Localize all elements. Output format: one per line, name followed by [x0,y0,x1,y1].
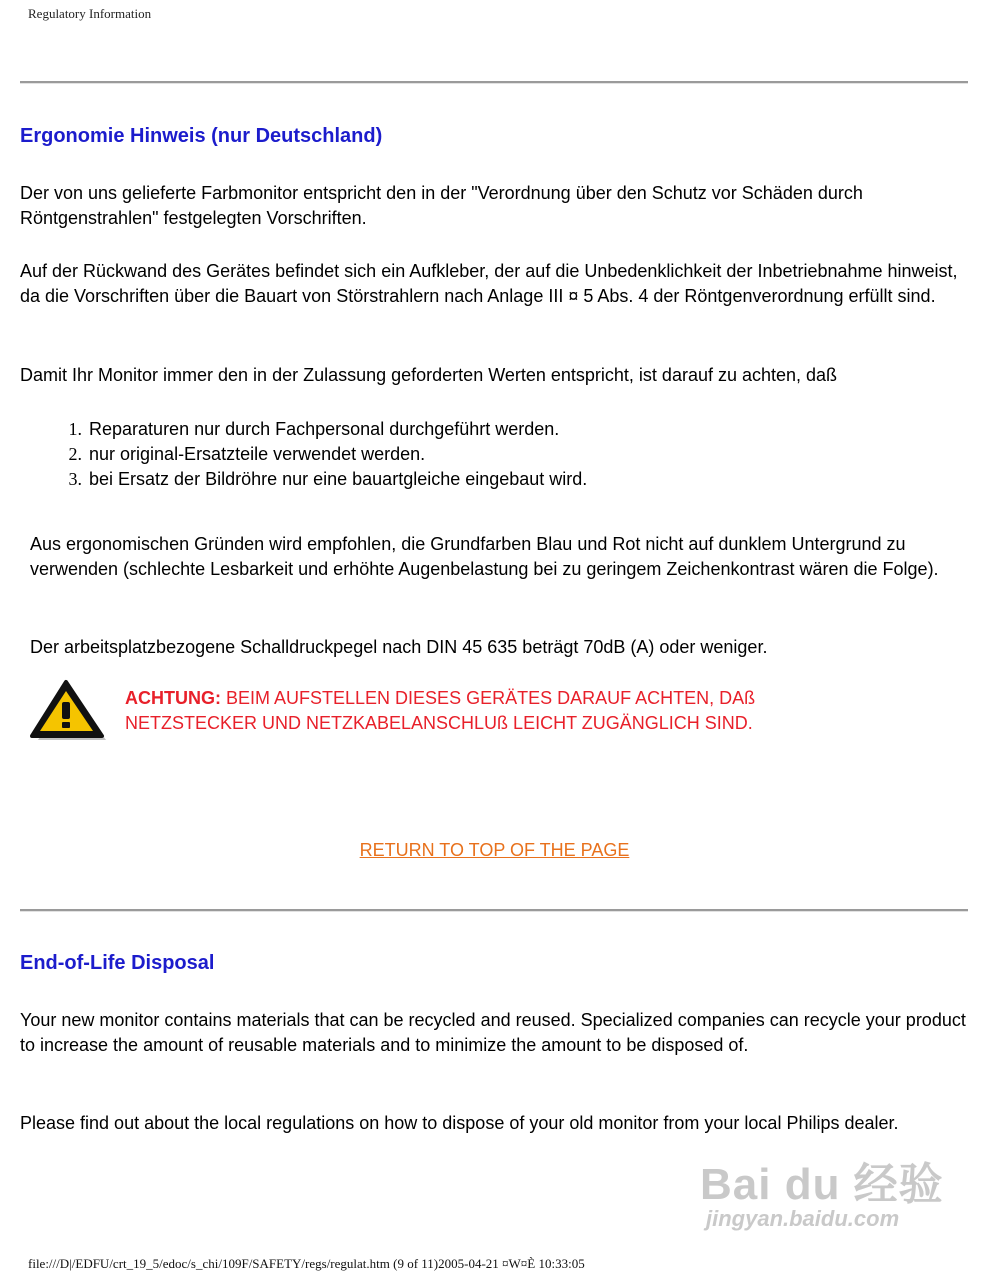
watermark-logo: Bai du 经验 [700,1160,944,1209]
list-item-text: bei Ersatz der Bildröhre nur eine bauartgleiche eingebaut wird. [89,469,588,489]
list-item-text: nur original-Ersatzteile verwendet werden. [89,444,426,464]
list-number: 3. [68,469,82,489]
paragraph: Damit Ihr Monitor immer den in der Zulassung geforderten Werten entspricht, ist darauf zu achten, daß [20,365,838,385]
paragraph: Aus ergonomischen Gründen wird empfohlen, die Grundfarben Blau und Rot nicht auf dunklem Untergrund zu verwenden (schlechte Lesbarkeit und erhöhte Augenbelastung bei zu geringem Zeichenkontrast wären die Folge). [30,534,939,579]
warning-icon [26,678,108,744]
list-number: 1. [68,419,82,439]
paragraph: Your new monitor contains materials that can be recycled and reused. Specialized companies can recycle your product to increase the amount of reusable materials and to minimize the amount to be disposed of. [20,1010,966,1055]
paragraph: Der von uns gelieferte Farbmonitor entspricht den in der "Verordnung über den Schutz vor Schäden durch Röntgenstrahlen" festgelegten Vorschriften. [20,183,863,228]
page-header: Regulatory Information [28,6,152,21]
numbered-list [20,417,587,492]
divider [20,909,968,912]
paragraph: Auf der Rückwand des Gerätes befindet sich ein Aufkleber, der auf die Unbedenklichkeit der Inbetriebnahme hinweist, da die Vorschriften über die Bauart von Störstrahlern nach Anlage III ¤ 5 Abs. 4 der Röntgenverordnung erfüllt sind. [20,261,958,306]
watermark-url: jingyan.baidu.com [706,1206,900,1231]
watermark [700,1148,970,1244]
warning-text: BEIM AUFSTELLEN DIESES GERÄTES DARAUF ACHTEN, DAß NETZSTECKER UND NETZKABELANSCHLUß LEICHT ZUGÄNGLICH SIND. [125,688,756,733]
section-heading-disposal: End-of-Life Disposal [20,952,215,974]
return-to-top-link[interactable]: RETURN TO TOP OF THE PAGE [359,840,630,860]
list-item [20,467,587,492]
paragraph: Please find out about the local regulations on how to dispose of your old monitor from your local Philips dealer. [20,1113,899,1133]
paragraph: Der arbeitsplatzbezogene Schalldruckpegel nach DIN 45 635 beträgt 70dB (A) oder weniger. [30,637,768,657]
warning-notice [125,686,885,735]
page-footer: file:///D|/EDFU/crt_19_5/edoc/s_chi/109F/SAFETY/regs/regulat.htm (9 of 11)2005-04-21 ¤W¤È 10:33:05 [28,1256,585,1271]
return-to-top-container [0,840,989,861]
list-item [20,442,587,467]
warning-label: ACHTUNG: [125,688,221,708]
list-item [20,417,587,442]
section-heading-ergonomie: Ergonomie Hinweis (nur Deutschland) [20,125,383,147]
list-item-text: Reparaturen nur durch Fachpersonal durchgeführt werden. [89,419,560,439]
divider [20,81,968,84]
list-number: 2. [68,444,82,464]
